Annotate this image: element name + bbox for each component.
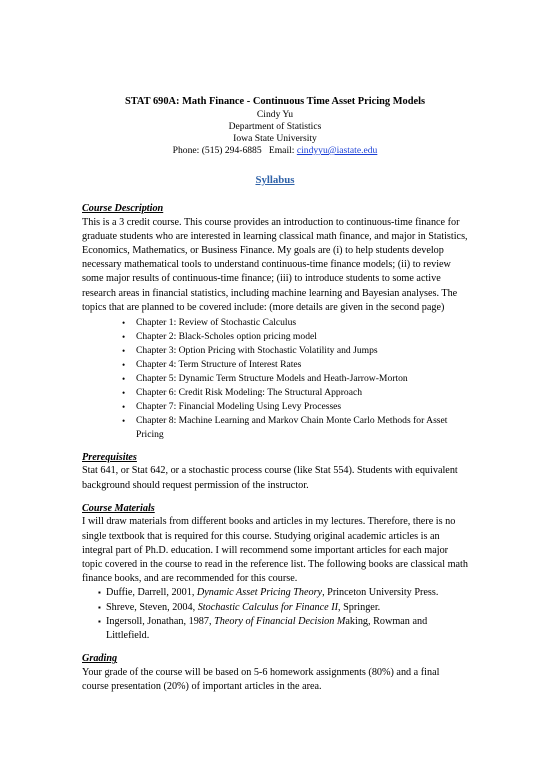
book-list [82, 586, 468, 643]
prerequisites-heading: Prerequisites [82, 451, 137, 463]
document-header [82, 96, 468, 157]
course-materials-text: I will draw materials from different books and articles in my lectures. Therefore, there is no single textbook that is required for this course. Studying original academic articles is an integral part of Ph.D. education. I will recommend some important articles for each major topic covered in the course to read in the reference list. The following books are classical math finance books, and are recommended for this course. [82, 516, 468, 585]
course-title: STAT 690A: Math Finance - Continuous Time Asset Pricing Models [124, 96, 426, 107]
university: Iowa State University [233, 133, 317, 144]
list-item: ▪ Shreve, Steven, 2004, Stochastic Calculus for Finance II, Springer. [98, 601, 468, 615]
course-description-heading: Course Description [82, 203, 164, 214]
list-item: ▪ Ingersoll, Jonathan, 1987, Theory of Financial Decision Making, Rowman and Littlefield. [98, 615, 468, 643]
list-item: • Chapter 2: Black-Scholes option pricing model [124, 330, 468, 344]
department: Department of Statistics [228, 121, 322, 132]
list-item: • Chapter 8: Machine Learning and Markov Chain Monte Carlo Methods for Asset Pricing [124, 414, 468, 442]
grading-text: Your grade of the course will be based on 5-6 homework assignments (80%) and a final course presentation (20%) of important articles in the area. [82, 666, 440, 692]
instructor-name: Cindy Yu [256, 109, 294, 120]
list-item: ▪ Duffie, Darrell, 2001, Dynamic Asset Pricing Theory, Princeton University Press. [98, 586, 468, 600]
email-link[interactable]: cindyyu@iastate.edu [296, 145, 378, 156]
list-item: • Chapter 6: Credit Risk Modeling: The Structural Approach [124, 386, 468, 400]
contact-line [82, 145, 468, 157]
list-item: • Chapter 5: Dynamic Term Structure Models and Heath-Jarrow-Morton [124, 372, 468, 386]
prerequisites-section [82, 452, 468, 493]
grading-heading: Grading [82, 653, 118, 665]
course-materials-heading: Course Materials [82, 502, 155, 514]
prerequisites-text: Stat 641, or Stat 642, or a stochastic process course (like Stat 554). Students with equivalent background should request permission of the instructor. [82, 465, 458, 491]
phone: Phone: (515) 294-6885 [172, 145, 262, 156]
list-item: • Chapter 3: Option Pricing with Stochastic Volatility and Jumps [124, 344, 468, 358]
grading-section [82, 653, 468, 694]
course-description-section [82, 203, 468, 442]
list-item: • Chapter 1: Review of Stochastic Calculus [124, 316, 468, 330]
chapter-list [82, 316, 468, 442]
course-description-text: This is a 3 credit course. This course provides an introduction to continuous-time finance for graduate students who are interested in learning classical math finance, and major in Statistics, Economics, Mathematics, or Business Finance. My goals are (i) to help students develop necessary mathematical tools to understand continuous-time finance models; (ii) to review some major results of continuous-time finance; (iii) to introduce students to some active research areas in financial statistics, including machine learning and Bayesian analyses. The topics that are planned to be covered include: (more details are given in the second page) [82, 216, 468, 313]
syllabus-heading: Syllabus [255, 174, 295, 186]
list-item: • Chapter 4: Term Structure of Interest Rates [124, 358, 468, 372]
email-label: Email: [268, 145, 295, 156]
list-item: • Chapter 7: Financial Modeling Using Levy Processes [124, 400, 468, 414]
course-materials-section [82, 503, 468, 643]
